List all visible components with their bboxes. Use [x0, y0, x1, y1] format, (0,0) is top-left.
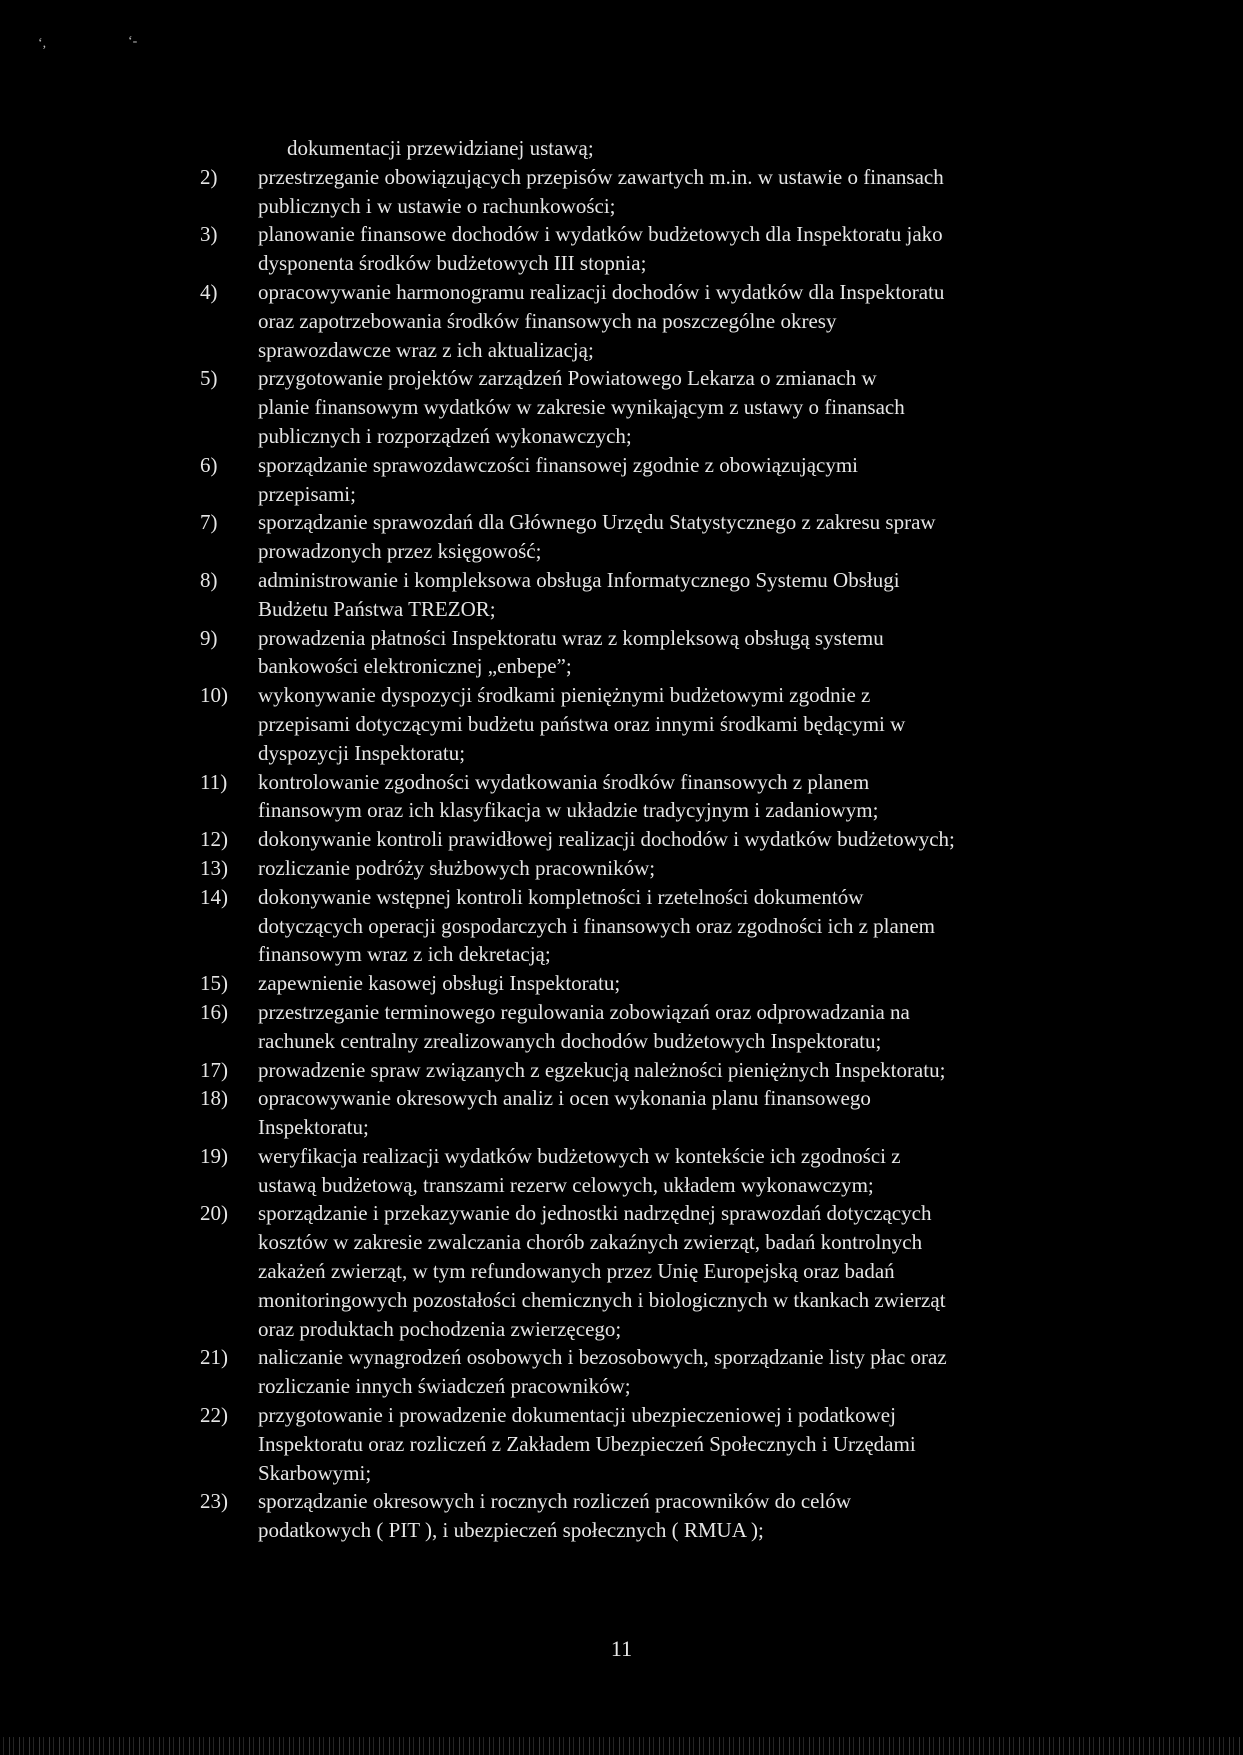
list-item-number: 8) — [200, 567, 218, 592]
list-item-number: 20) — [200, 1201, 228, 1226]
intro-line: dokumentacji przewidzianej ustawą; — [287, 136, 594, 160]
list-item-text — [258, 1084, 1100, 1142]
list-item-number: 22) — [200, 1403, 228, 1428]
list-item-number: 10) — [200, 683, 228, 708]
list-item-text — [258, 1199, 1100, 1343]
list-item-line: sprawozdawcze wraz z ich aktualizacją; — [258, 337, 594, 362]
list-item-text — [258, 451, 1100, 509]
scan-edge-noise — [0, 1737, 1243, 1755]
list-item-number: 19) — [200, 1143, 228, 1168]
list-item-text — [258, 508, 1100, 566]
list-item-text — [258, 220, 1100, 278]
list-item-line: oraz produktach pochodzenia zwierzęcego; — [258, 1316, 622, 1341]
list-item-text — [258, 163, 1100, 221]
list-item — [200, 508, 1100, 566]
list-item — [200, 1487, 1100, 1545]
list-item — [200, 883, 1100, 969]
list-item-line: prowadzenia płatności Inspektoratu wraz z kompleksową obsługą systemu — [258, 625, 884, 650]
list-item-line: finansowym wraz z ich dekretacją; — [258, 942, 551, 967]
list-item-line: administrowanie i kompleksowa obsługa Informatycznego Systemu Obsługi — [258, 567, 900, 592]
list-item-text — [258, 825, 1100, 854]
list-item-line: monitoringowych pozostałości chemicznych i biologicznych w tkankach zwierząt — [258, 1287, 946, 1312]
list-item — [200, 854, 1100, 883]
list-item — [200, 1142, 1100, 1200]
list-item-text — [258, 969, 1100, 998]
list-item-number: 4) — [200, 279, 218, 304]
list-item-line: Inspektoratu oraz rozliczeń z Zakładem Ubezpieczeń Społecznych i Urzędami — [258, 1431, 916, 1456]
document-body — [200, 134, 1100, 1545]
list-item-line: kontrolowanie zgodności wydatkowania środków finansowych z planem — [258, 769, 870, 794]
list-item-line: oraz zapotrzebowania środków finansowych na poszczególne okresy — [258, 308, 837, 333]
list-item-line: rachunek centralny zrealizowanych dochodów budżetowych Inspektoratu; — [258, 1028, 882, 1053]
list-item — [200, 566, 1100, 624]
list-item-text — [258, 883, 1100, 969]
list-item-line: prowadzonych przez księgowość; — [258, 539, 542, 564]
list-item-line: rozliczanie innych świadczeń pracowników; — [258, 1374, 631, 1399]
list-item-line: sporządzanie okresowych i rocznych rozliczeń pracowników do celów — [258, 1489, 852, 1514]
list-item-line: dokonywanie kontroli prawidłowej realizacji dochodów i wydatków budżetowych; — [258, 827, 955, 852]
list-item — [200, 1343, 1100, 1401]
list-item-text — [258, 1487, 1100, 1545]
list-item — [200, 278, 1100, 364]
list-item-number: 23) — [200, 1489, 228, 1514]
list-item-number: 15) — [200, 971, 228, 996]
list-item-number: 12) — [200, 827, 228, 852]
list-item-number: 21) — [200, 1345, 228, 1370]
list-item — [200, 1401, 1100, 1487]
list-item-number: 13) — [200, 855, 228, 880]
list-item-line: przygotowanie i prowadzenie dokumentacji ubezpieczeniowej i podatkowej — [258, 1403, 896, 1428]
list-item-line: Skarbowymi; — [258, 1460, 372, 1485]
list-item-line: planie finansowym wydatków w zakresie wynikającym z ustawy o finansach — [258, 395, 905, 420]
duties-list — [200, 163, 1100, 1545]
list-item — [200, 364, 1100, 450]
list-item-line: zakażeń zwierząt, w tym refundowanych przez Unię Europejską oraz badań — [258, 1259, 895, 1284]
list-item-text — [258, 1142, 1100, 1200]
list-item-line: przestrzeganie obowiązujących przepisów zawartych m.in. w ustawie o finansach — [258, 164, 944, 189]
list-item-text — [258, 681, 1100, 767]
list-item-line: wykonywanie dyspozycji środkami pieniężnymi budżetowymi zgodnie z — [258, 683, 871, 708]
list-item-text — [258, 566, 1100, 624]
list-item-number: 3) — [200, 222, 218, 247]
list-item — [200, 163, 1100, 221]
list-item — [200, 451, 1100, 509]
list-item-line: Budżetu Państwa TREZOR; — [258, 596, 496, 621]
list-item-line: sporządzanie sprawozdawczości finansowej zgodnie z obowiązującymi — [258, 452, 859, 477]
list-item — [200, 681, 1100, 767]
list-item-number: 9) — [200, 625, 218, 650]
list-item-line: dyspozycji Inspektoratu; — [258, 740, 466, 765]
list-item-number: 17) — [200, 1057, 228, 1082]
list-item-line: prowadzenie spraw związanych z egzekucją należności pieniężnych Inspektoratu; — [258, 1057, 946, 1082]
list-item-line: sporządzanie i przekazywanie do jednostki nadrzędnej sprawozdań dotyczących — [258, 1201, 932, 1226]
list-item — [200, 624, 1100, 682]
list-item — [200, 1084, 1100, 1142]
list-item — [200, 768, 1100, 826]
list-item-text — [258, 364, 1100, 450]
list-item-number: 6) — [200, 452, 218, 477]
list-item — [200, 998, 1100, 1056]
list-item-line: przestrzeganie terminowego regulowania zobowiązań oraz odprowadzania na — [258, 999, 910, 1024]
list-item-line: dokonywanie wstępnej kontroli kompletności i rzetelności dokumentów — [258, 884, 864, 909]
list-item-line: weryfikacja realizacji wydatków budżetowych w kontekście ich zgodności z — [258, 1143, 901, 1168]
list-item-number: 18) — [200, 1086, 228, 1111]
list-item-line: planowanie finansowe dochodów i wydatków budżetowych dla Inspektoratu jako — [258, 222, 943, 247]
list-item — [200, 969, 1100, 998]
list-item-line: opracowywanie harmonogramu realizacji dochodów i wydatków dla Inspektoratu — [258, 279, 945, 304]
list-item — [200, 1056, 1100, 1085]
list-item-text — [258, 1056, 1100, 1085]
list-item-text — [258, 998, 1100, 1056]
list-item-line: zapewnienie kasowej obsługi Inspektoratu; — [258, 971, 621, 996]
list-item-line: Inspektoratu; — [258, 1115, 369, 1140]
list-item-line: kosztów w zakresie zwalczania chorób zakaźnych zwierząt, badań kontrolnych — [258, 1230, 923, 1255]
page-number: 11 — [610, 1636, 633, 1661]
list-item-number: 5) — [200, 366, 218, 391]
list-item-line: podatkowych ( PIT ), i ubezpieczeń społecznych ( RMUA ); — [258, 1518, 764, 1543]
list-item-line: bankowości elektronicznej „enbepe”; — [258, 654, 572, 679]
list-item-number: 16) — [200, 999, 228, 1024]
list-item-line: naliczanie wynagrodzeń osobowych i bezosobowych, sporządzanie listy płac oraz — [258, 1345, 947, 1370]
list-item-line: publicznych i w ustawie o rachunkowości; — [258, 193, 616, 218]
list-item-line: przepisami dotyczącymi budżetu państwa oraz innymi środkami będącymi w — [258, 711, 906, 736]
list-item-number: 11) — [200, 769, 228, 794]
list-item-line: opracowywanie okresowych analiz i ocen wykonania planu finansowego — [258, 1086, 871, 1111]
list-item-text — [258, 624, 1100, 682]
list-item-number: 14) — [200, 884, 228, 909]
list-item-line: finansowym oraz ich klasyfikacja w układzie tradycyjnym i zadaniowym; — [258, 798, 879, 823]
list-item-line: dotyczących operacji gospodarczych i finansowych oraz zgodności ich z planem — [258, 913, 935, 938]
list-item-text — [258, 854, 1100, 883]
list-item-line: przygotowanie projektów zarządzeń Powiatowego Lekarza o zmianach w — [258, 366, 877, 391]
list-item-text — [258, 278, 1100, 364]
list-item-number: 7) — [200, 510, 218, 535]
scan-mark: ‘, — [38, 36, 47, 51]
list-item-line: ustawą budżetową, transzami rezerw celowych, układem wykonawczym; — [258, 1172, 874, 1197]
list-item-line: publicznych i rozporządzeń wykonawczych; — [258, 423, 632, 448]
list-item-line: sporządzanie sprawozdań dla Głównego Urzędu Statystycznego z zakresu spraw — [258, 510, 936, 535]
list-item-line: rozliczanie podróży służbowych pracowników; — [258, 855, 656, 880]
list-item — [200, 825, 1100, 854]
list-item-text — [258, 1343, 1100, 1401]
list-item-number: 2) — [200, 164, 218, 189]
list-item-text — [258, 768, 1100, 826]
scan-mark: ‘- — [128, 34, 138, 49]
list-item — [200, 220, 1100, 278]
list-item — [200, 1199, 1100, 1343]
list-item-text — [258, 1401, 1100, 1487]
list-item-line: dysponenta środków budżetowych III stopnia; — [258, 251, 647, 276]
list-item-line: przepisami; — [258, 481, 356, 506]
